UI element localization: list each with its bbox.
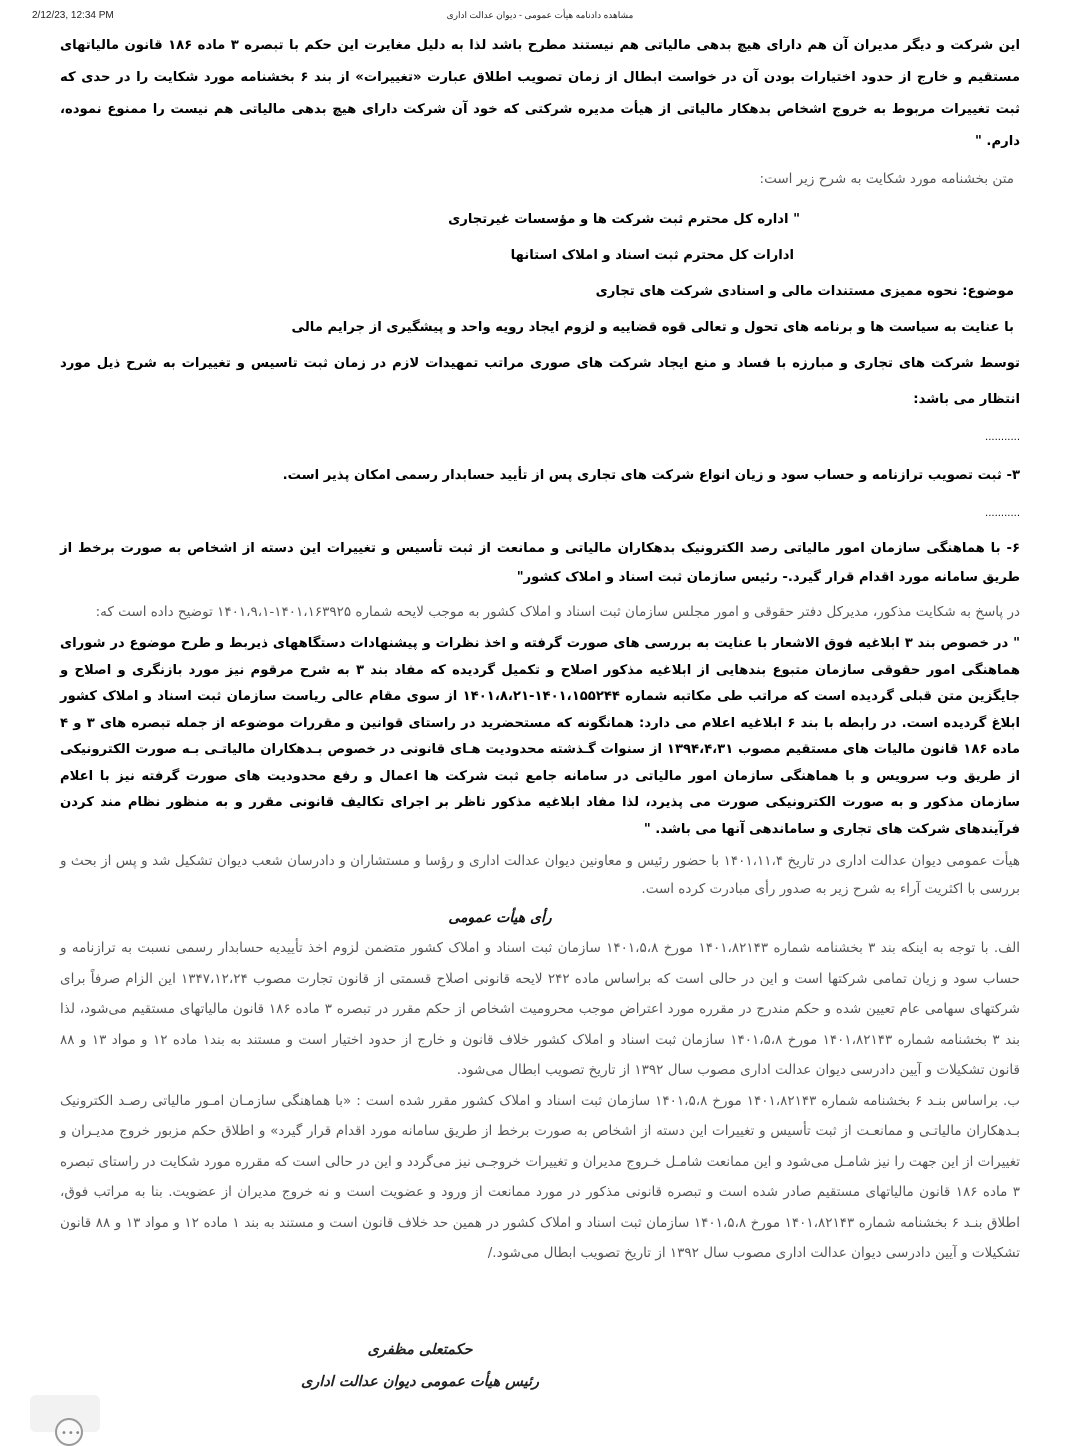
signer-title: رئیس هیأت عمومی دیوان عدالت اداری — [300, 1374, 540, 1390]
clause-3: ۳- ثبت تصویب ترازنامه و حساب سود و زیان انواع شرکت های تجاری پس از تأیید حسابدار رسمی امکان پذیر است. — [282, 468, 1020, 483]
preamble-line-1: با عنایت به سیاست ها و برنامه های تحول و تعالی قوه قضاییه و لزوم ایجاد رویه واحد و پیشگیری از جرایم مالی — [291, 320, 1014, 335]
chat-more-icon: ••• — [61, 1428, 82, 1439]
chat-more-button[interactable] — [55, 1418, 83, 1446]
print-timestamp: 2/12/23, 12:34 PM — [32, 10, 114, 21]
session-paragraph: هیأت عمومی دیوان عدالت اداری در تاریخ ۱۴۰۱،۱۱،۴ با حضور رئیس و معاونین دیوان عدالت اداری و رؤسا و مستشاران و دادرسان شعب دیوان تشکیل شد و پس از بحث و بررسی با اکثریت آراء به شرح زیر به صدور رأی مبادرت کرده است. — [60, 853, 1020, 897]
subject-line: موضوع: نحوه ممیزی مستندات مالی و اسنادی شرکت های تجاری — [595, 284, 1014, 299]
ellipsis-1: ........... — [985, 432, 1020, 443]
clause-6: ۶- با هماهنگی سازمان امور مالیاتی رصد الکترونیک بدهکاران مالیاتی و ممانعت از ثبت تأسیس و تغییرات این دسته از اشخاص به صورت برخط از طریق سامانه مورد اقدام قرار گیرد.- رئیس سازمان ثبت اسناد و املاک کشور" — [60, 541, 1020, 585]
print-page-title: مشاهده دادنامه هیأت عمومی - دیوان عدالت اداری — [446, 10, 634, 20]
response-intro: در پاسخ به شکایت مذکور، مدیرکل دفتر حقوقی و امور مجلس سازمان ثبت اسناد و املاک کشور به موجب لایحه شماره ۱۴۰۱،۱۶۳۹۲۵-۱۴۰۱،۹،۱ توضیح داده است که: — [95, 604, 1020, 620]
addressee-1: " اداره کل محترم ثبت شرکت ها و مؤسسات غیرتجاری — [448, 212, 800, 227]
complaint-text-heading: متن بخشنامه مورد شکایت به شرح زیر است: — [759, 171, 1014, 187]
preamble-line-2: توسط شرکت های تجاری و مبارزه با فساد و منع ایجاد شرکت های صوری مراتب تمهیدات لازم در زمان ثبت تاسیس و تغییرات به شرح ذیل مورد انتظار می باشد: — [60, 356, 1020, 407]
signature-block — [240, 1334, 600, 1398]
ruling-be: ب. براساس بنـد ۶ بخشنامه شماره ۱۴۰۱،۸۲۱۴۳ مورخ ۱۴۰۱،۵،۸ سازمان ثبت اسناد و املاک کشور مقرر شده است : «با هماهنگی سازمـان امـور مالیاتی رصـد الکترونیک بـدهکاران مالیاتـی و ممانعـت از ثبت تأسیس و تغییرات این دسته از اشخاص به صورت برخط از طریق سامانه مورد اقدام قرار گیرد» و اطلاق حکم مزبور خروج مدیـران و تغییرات از این جهت را نیز شامـل می‌شود و این ممانعت شامـل خـروج مدیران و تغییرات خروجـی نیز می‌گردد و این در حالی است که مقرره مورد شکایت در راستای تبصره ۳ ماده ۱۸۶ قانون مالیاتهای مستقیم صادر شده است و تبصره قانونی مذکور در مورد ممانعت از ورود و عضویت است و نه خروج مدیران از عضویت. بنا به مراتب فوق، اطلاق بنـد ۶ بخشنامه شماره ۱۴۰۱،۸۲۱۴۳ مورخ ۱۴۰۱،۵،۸ سازمان ثبت اسناد و املاک کشور در همین حد خلاف قانون است و مستند به بند ۱ ماده ۱۲ و مواد ۱۳ و ۸۸ قانون تشکیلات و آیین دادرسی دیوان عدالت اداری مصوب سال ۱۳۹۲ از تاریخ تصویب ابطال می‌شود./ — [60, 1092, 1021, 1261]
ruling-alef: الف. با توجه به اینکه بند ۳ بخشنامه شماره ۱۴۰۱،۸۲۱۴۳ مورخ ۱۴۰۱،۵،۸ سازمان ثبت اسناد و املاک کشور متضمن لزوم اخذ تأییدیه حسابدار رسمی نسبت به ترازنامه و حساب سود و زیان تمامی شرکتها است و این در حالی است که براساس ماده ۲۴۲ لایحه قانونی اصلاح قسمتی از قانون تجارت مصوب ۱۳۴۷،۱۲،۲۴ این الزام صرفاً برای شرکتهای سهامی عام تعیین شده و حکم مندرج در مقرره مورد اعتراض موجب محرومیت اشخاص از حکم مقرر در تبصره ۳ ماده ۱۸۶ قانون مالیاتهای مستقیم می‌شود، لذا بند ۳ بخشنامه شماره ۱۴۰۱،۸۲۱۴۳ مورخ ۱۴۰۱،۵،۸ سازمان ثبت اسناد و املاک کشور خلاف قانون و خارج از حدود اختیار است و مستند به بند۱ ماده ۱۲ و مواد ۱۳ و ۸۸ قانون تشکیلات و آیین دادرسی دیوان عدالت اداری مصوب سال ۱۳۹۲ از تاریخ تصویب ابطال می‌شود. — [60, 940, 1021, 1078]
intro-paragraph: این شرکت و دیگر مدیران آن هم دارای هیچ بدهی مالیاتی هم نیستند مطرح باشد لذا به دلیل مغایرت این حکم با تبصره ۳ ماده ۱۸۶ قانون مالیاتهای مستقیم و خارج از حدود اختیارات بودن آن در خواست ابطال از زمان تصویب اطلاق عبارت «تغییرات» از بند ۶ بخشنامه مورد شکایت را در حدی که ثبت تغییرات مربوط به خروج اشخاص بدهکار مالیاتی از هیأت مدیره شرکتی که خود آن شرکت دارای هیچ بدهی مالیاتی هم نیست را ممنوع نموده، دارم. " — [60, 38, 1021, 149]
signer-name: حکمتعلی مظفری — [367, 1342, 473, 1358]
ellipsis-2: ........... — [985, 508, 1020, 519]
addressee-2: ادارات کل محترم ثبت اسناد و املاک استانها — [510, 248, 794, 263]
document-body — [60, 30, 1020, 1269]
response-body: " در خصوص بند ۳ ابلاغیه فوق الاشعار با عنایت به بررسی های صورت گرفته و اخذ نظرات و پیشنهادات دستگاههای ذیربط و طرح موضوع در شورای هماهنگی امور حقوقی سازمان متبوع بندهایی از ابلاغیه مذکور اصلاح و تکمیل گردیده که مفاد بند ۳ به شرح مرقوم نیز مورد بازنگری و اصلاح و جایگزین متن قبلی گردیده است که مراتب طی مکاتبه شماره ۱۴۰۱،۱۵۵۲۴۴-۱۴۰۱،۸،۲۱ از سوی مقام عالی ریاست سازمان ثبت اسناد و املاک کشور ابلاغ گردیده است. در رابطه با بند ۶ ابلاغیه اعلام می دارد: همانگونه که مستحضرید در راستای قوانین و مقررات موضوعه از جمله تبصره های ۳ و ۴ ماده ۱۸۶ قانون مالیات های مستقیم مصوب ۱۳۹۴،۴،۳۱ از سنوات گـذشته محدودیت هـای قانونی در خصوص بـدهکاران مالیاتـی بـه صورت الکترونیکی از طریق وب سرویس و با هماهنگی سازمان امور مالیاتی در سامانه جامع ثبت شرکت ها اعمال و رفع محدودیت های صورت گرفته نیز با اعلام سازمان مذکور و به صورت الکترونیکی صورت می پذیرد، لذا مفاد ابلاغیه مذکور ناظر بر اجرای تکالیف قانونی مقرر و به منظور نظام مند کردن فرآیندهای شرکت های تجاری و ساماندهی آنها می باشد. " — [60, 636, 1021, 837]
print-header — [0, 10, 1080, 28]
ruling-heading: رأی هیأت عمومی — [448, 910, 552, 926]
